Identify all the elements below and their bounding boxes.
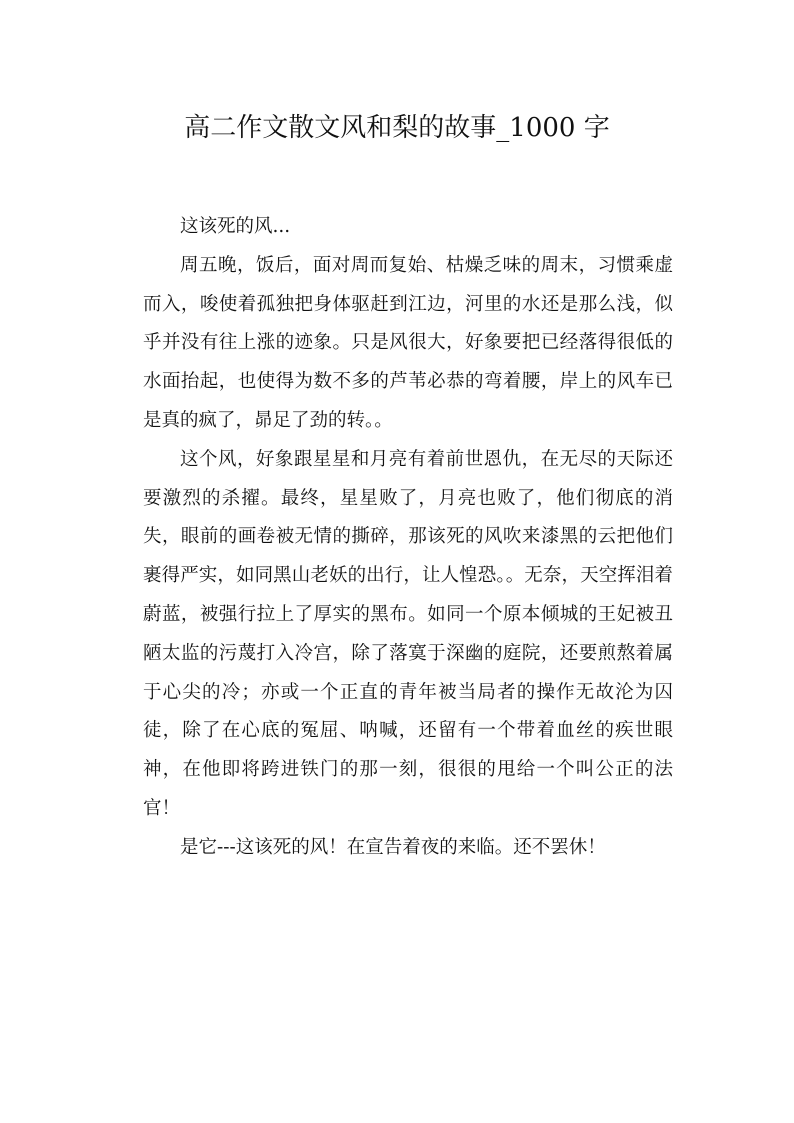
paragraph-4: 是它---这该死的风！在宣告着夜的来临。还不罢休！: [180, 836, 606, 858]
paragraph-2: 周五晚，饭后，面对周而复始、枯燥乏味的周末，习惯乘虚而入，唆使着孤独把身体驱赶到江边，河里的水还是那么浅，似乎并没有往上涨的迹象。只是风很大，好象要把已经落得很低的水面抬起，也使得为数不多的芦苇必恭的弯着腰，岸上的风车已是真的疯了，昴足了劲的转。。: [143, 254, 673, 431]
document-title: 高二作文散文风和梨的故事_1000 字: [184, 113, 610, 143]
paragraph-1: 这该死的风...: [180, 216, 291, 237]
paragraph-3: 这个风，好象跟星星和月亮有着前世恩仇，在无尽的天际还要激烈的杀擢。最终，星星败了，月亮也败了，他们彻底的消失，眼前的画卷被无情的撕碎，那该死的风吹来漆黑的云把他们裹得严实，如同黑山老妖的出行，让人惶恐。。无奈，天空挥泪着蔚蓝，被强行拉上了厚实的黑布。如同一个原本倾城的王妃被丑陋太监的污蔑打入冷宫，除了落寞于深幽的庭院，还要煎熬着属于心尖的冷；亦或一个正直的青年被当局者的操作无故沦为囚徒，除了在心底的冤屈、呐喊，还留有一个带着血丝的疾世眼神，在他即将跨进铁门的那一刻，很很的甩给一个叫公正的法官！: [143, 448, 673, 819]
document-body: [143, 208, 673, 868]
